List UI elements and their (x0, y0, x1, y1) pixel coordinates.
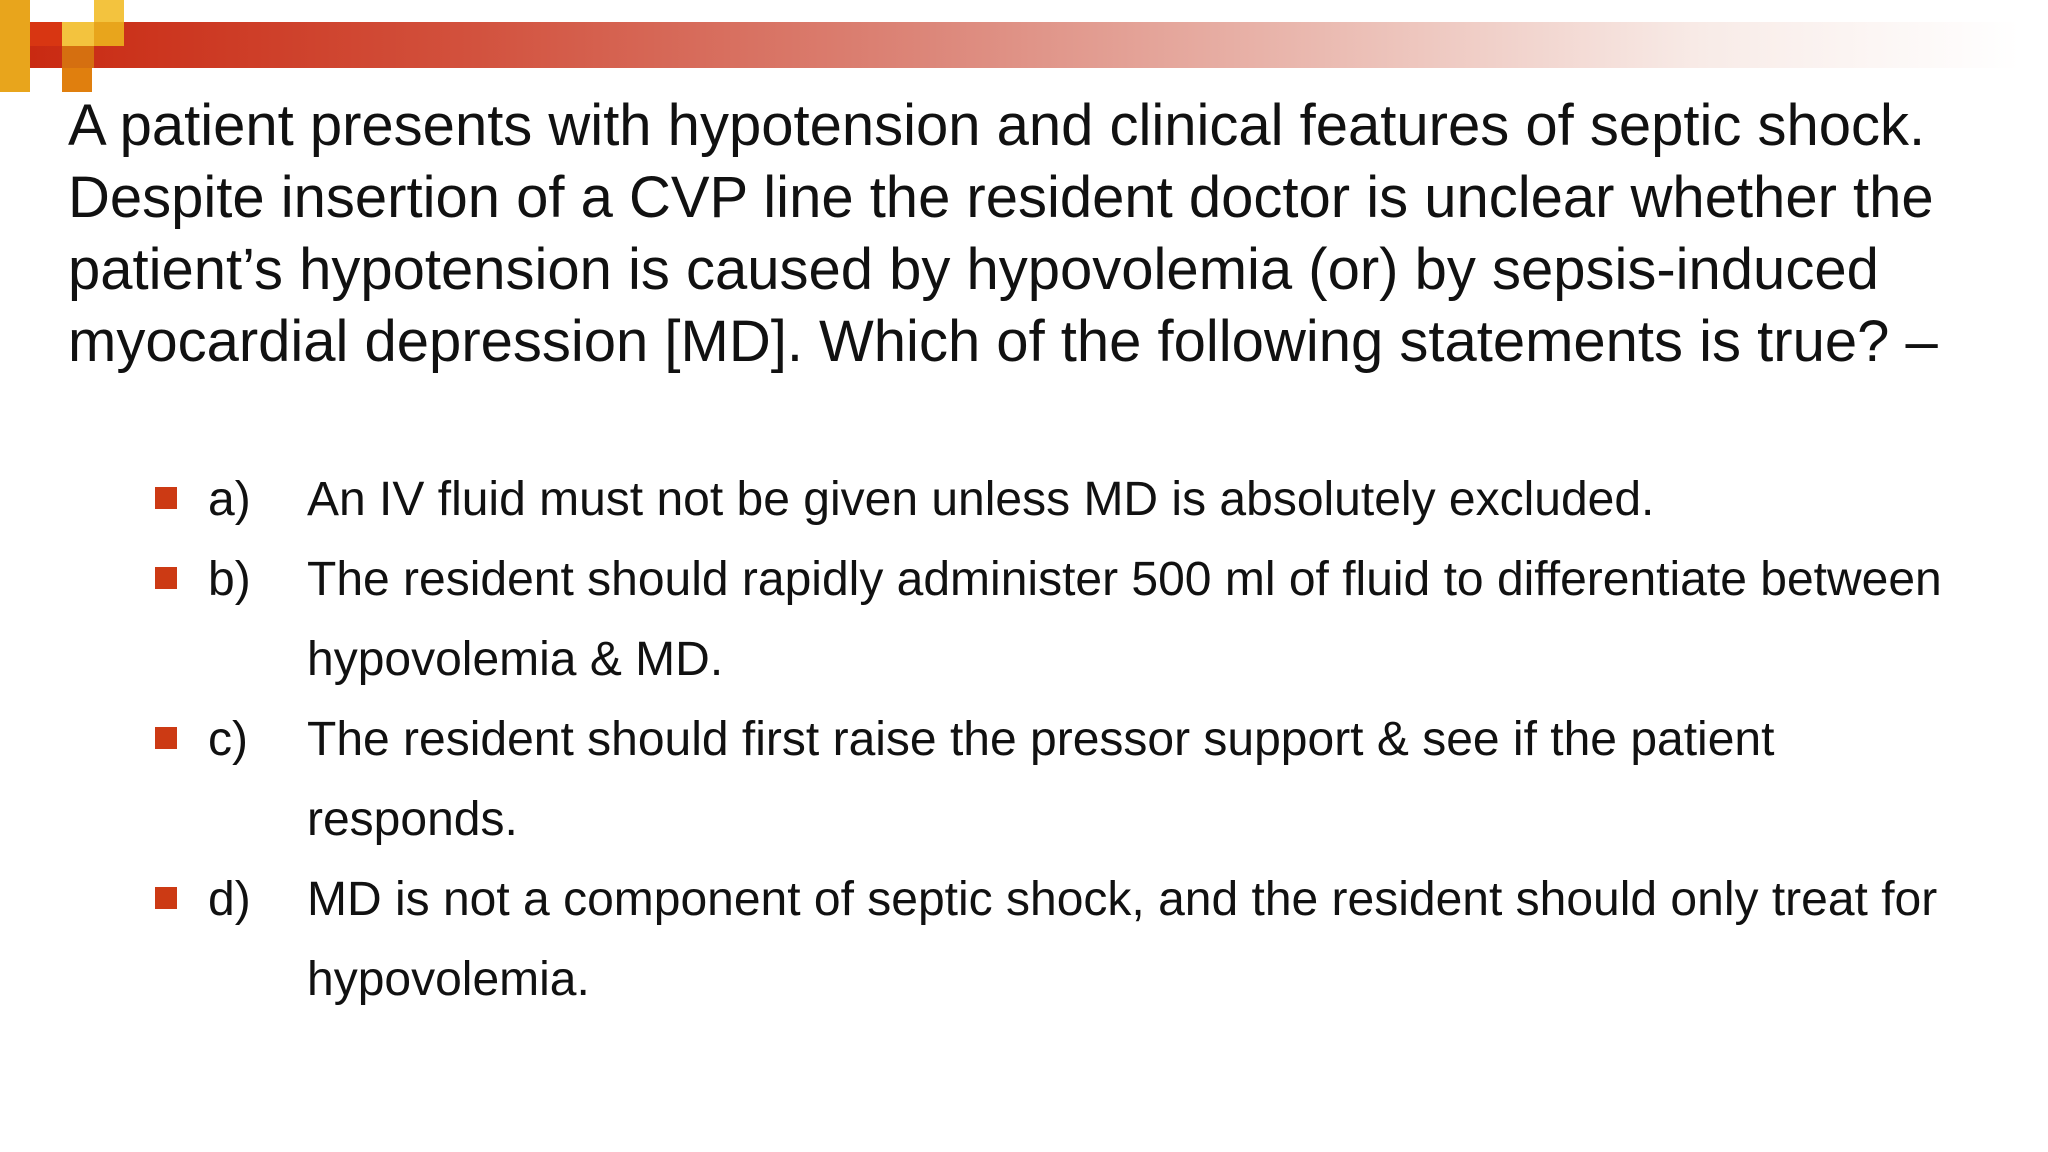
option-b (0, 540, 2048, 700)
decor-square (30, 22, 62, 46)
decor-square (62, 68, 92, 92)
option-a (0, 460, 2048, 540)
question-text: A patient presents with hypotension and clinical features of septic shock. Despite insertion of a CVP line the resident doctor is unclear whether the patient’s hypotension is caused by hypovolemia (or) by sepsis-induced myocardial depression [MD]. Which of the following statements is true? – (68, 93, 1938, 374)
decor-square (94, 0, 124, 22)
square-bullet-icon (155, 487, 177, 509)
square-bullet-icon (155, 567, 177, 589)
decor-square (62, 46, 94, 68)
option-letter: b) (208, 553, 251, 606)
header-decoration (0, 0, 2048, 100)
gradient-band (30, 22, 2020, 68)
option-text: The resident should rapidly administer 500 ml of fluid to differentiate between hypovolemia & MD. (307, 553, 1942, 686)
square-bullet-icon (155, 887, 177, 909)
square-bullet-icon (155, 727, 177, 749)
decor-square (94, 22, 124, 46)
answer-options (0, 460, 2048, 1020)
option-c (0, 700, 2048, 860)
option-letter: d) (208, 873, 251, 926)
option-letter: c) (208, 713, 248, 766)
decor-square (62, 22, 94, 46)
decor-square (0, 0, 30, 92)
option-text: MD is not a component of septic shock, and the resident should only treat for hypovolemia. (307, 873, 1938, 1006)
option-text: An IV fluid must not be given unless MD is absolutely excluded. (307, 473, 1655, 526)
option-letter: a) (208, 473, 251, 526)
option-d (0, 860, 2048, 1020)
option-text: The resident should first raise the pressor support & see if the patient responds. (307, 713, 1775, 846)
